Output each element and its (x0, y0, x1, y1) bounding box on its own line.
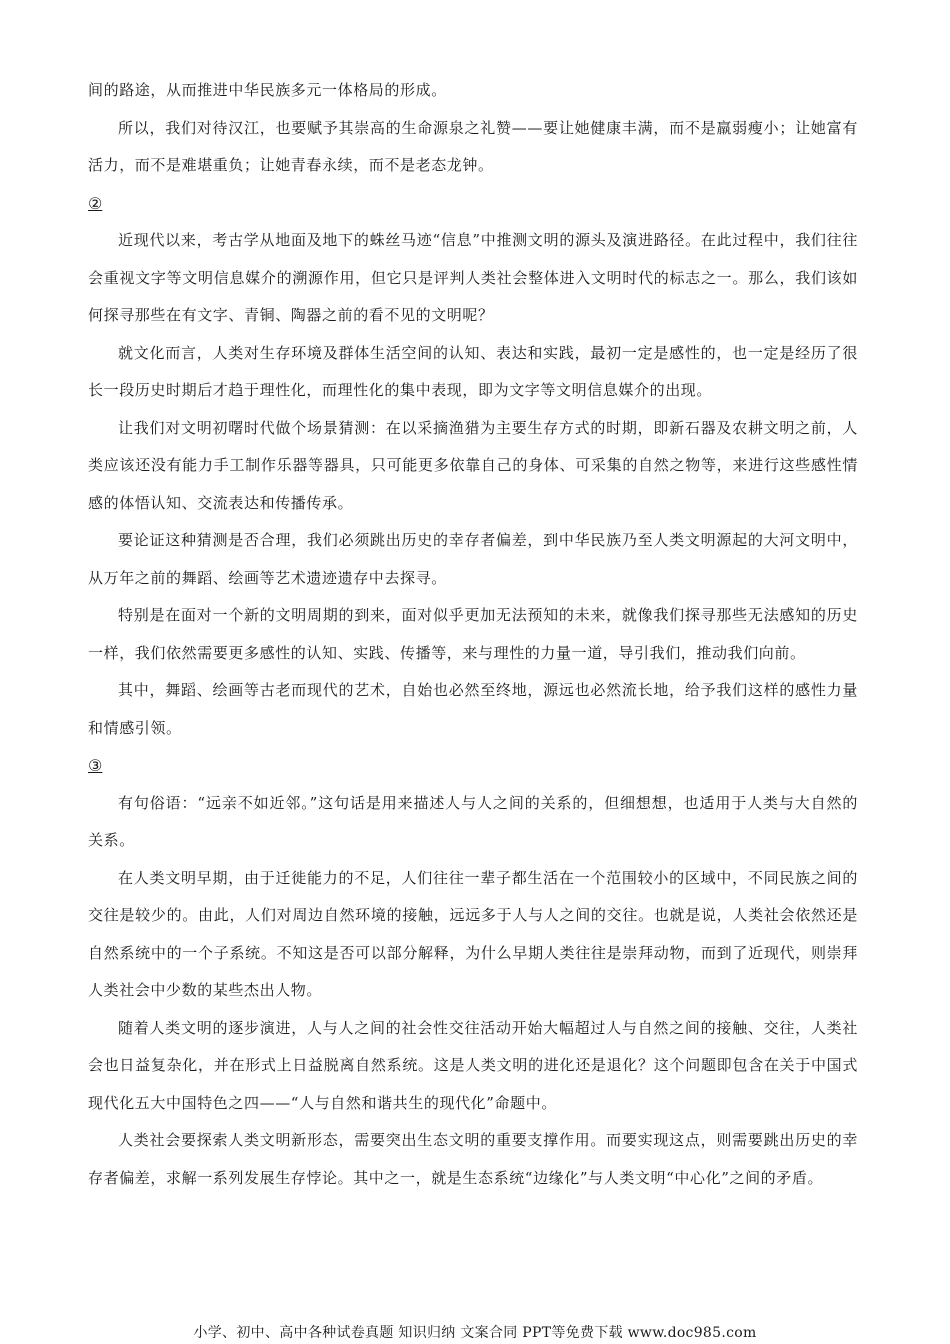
paragraph: 要论证这种猜测是否合理，我们必须跳出历史的幸存者偏差，到中华民族乃至人类文明源起的大河文明中，从万年之前的舞蹈、绘画等艺术遗迹遗存中去探寻。 (88, 531, 858, 587)
paragraph: 其中，舞蹈、绘画等古老而现代的艺术，自始也必然至终地，源远也必然流长地，给予我们这样的感性力量和情感引领。 (88, 681, 858, 737)
paragraph: 所以，我们对待汉江，也要赋予其崇高的生命源泉之礼赞——要让她健康丰满，而不是羸弱瘦小；让她富有活力，而不是难堪重负；让她青春永续，而不是老态龙钟。 (88, 118, 858, 174)
paragraph: 在人类文明早期，由于迁徙能力的不足，人们往往一辈子都生活在一个范围较小的区域中，不同民族之间的交往是较少的。由此，人们对周边自然环境的接触，远远多于人与人之间的交往。也就是说，人类社会依然还是自然系统中的一个子系统。不知这是否可以部分解释，为什么早期人类往往是崇拜动物，而到了近现代，则崇拜人类社会中少数的某些杰出人物。 (88, 868, 858, 999)
paragraph: 随着人类文明的逐步演进，人与人之间的社会性交往活动开始大幅超过人与自然之间的接触、交往，人类社会也日益复杂化，并在形式上日益脱离自然系统。这是人类文明的进化还是退化？这个问题即包含在关于中国式现代化五大中国特色之四——“人与自然和谐共生的现代化”命题中。 (88, 1018, 858, 1112)
paragraph: 让我们对文明初曙时代做个场景猜测：在以采摘渔猎为主要生存方式的时期，即新石器及农耕文明之前，人类应该还没有能力手工制作乐器等器具，只可能更多依靠自己的身体、可采集的自然之物等，来进行这些感性情感的体悟认知、交流表达和传播传承。 (88, 418, 858, 512)
page-footer: 小学、初中、高中各种试卷真题 知识归纳 文案合同 PPT等免费下载 www.doc985.com (193, 1325, 757, 1341)
paragraph: 间的路途，从而推进中华民族多元一体格局的形成。 (88, 81, 447, 99)
paragraph: 有句俗语：“远亲不如近邻。”这句话是用来描述人与人之间的关系的，但细想想，也适用于人类与大自然的关系。 (88, 793, 858, 849)
paragraph: 人类社会要探索人类文明新形态，需要突出生态文明的重要支撑作用。而要实现这点，则需要跳出历史的幸存者偏差，求解一系列发展生存悖论。其中之一，就是生态系统“边缘化”与人类文明“中心化”之间的矛盾。 (88, 1131, 858, 1187)
paragraph: 特别是在面对一个新的文明周期的到来，面对似乎更加无法预知的未来，就像我们探寻那些无法感知的历史一样，我们依然需要更多感性的认知、实践、传播等，来与理性的力量一道，导引我们，推动我们向前。 (88, 606, 858, 662)
section-marker-3: ③ (88, 756, 103, 775)
paragraph: 就文化而言，人类对生存环境及群体生活空间的认知、表达和实践，最初一定是感性的，也一定是经历了很长一段历史时期后才趋于理性化，而理性化的集中表现，即为文字等文明信息媒介的出现。 (88, 343, 858, 399)
document-body (88, 72, 858, 1197)
section-marker-2: ② (88, 193, 103, 213)
paragraph: 近现代以来，考古学从地面及地下的蛛丝马迹“信息”中推测文明的源头及演进路径。在此过程中，我们往往会重视文字等文明信息媒介的溯源作用，但它只是评判人类社会整体进入文明时代的标志之一。那么，我们该如何探寻那些在有文字、青铜、陶器之前的看不见的文明呢？ (88, 231, 858, 324)
